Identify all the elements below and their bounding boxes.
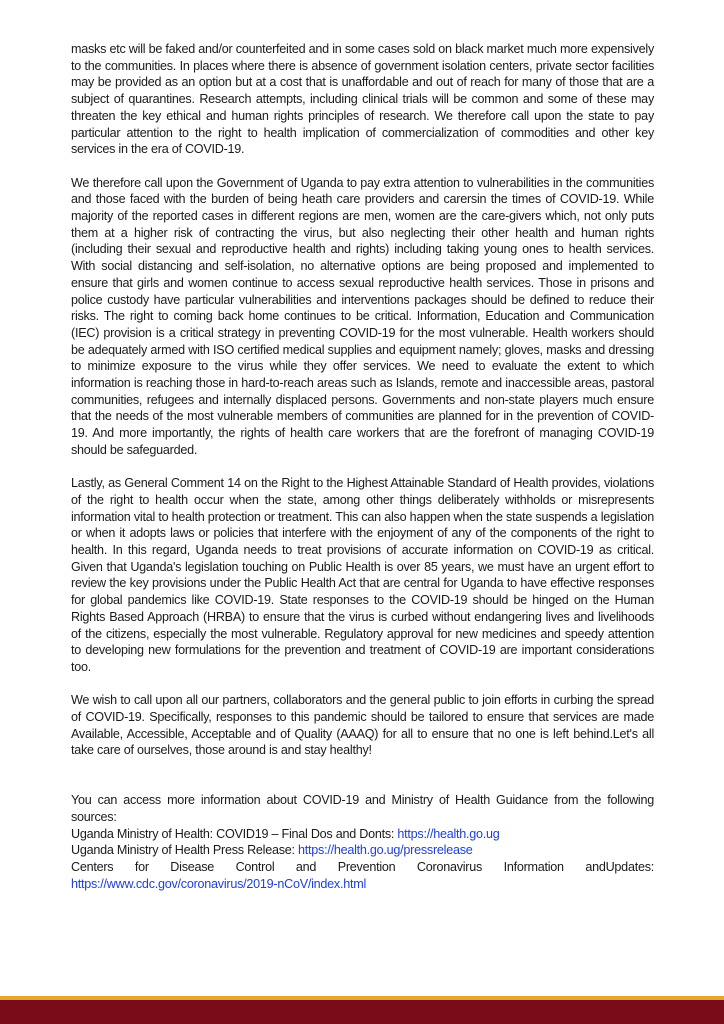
source-link-cdc[interactable]: https://www.cdc.gov/coronavirus/2019-nCoV/index.html [71, 876, 366, 891]
paragraph-commercialization: masks etc will be faked and/or counterfeited and in some cases sold on black market much more expensively to the communities. In places where there is absence of government isolation centers, private sector facilities may be provided as an option but at a cost that is unaffordable and out of reach for many of those that are a subject of quarantines. Research attempts, including clinical trials will be common and some of these may threaten the key ethical and human rights principles of research. We therefore call upon the state to pay particular attention to the right to health implication of commercialization of commodities and other key services in the era of COVID-19. [71, 42, 654, 157]
document-body [71, 41, 654, 892]
paragraph-general-comment-14: Lastly, as General Comment 14 on the Right to the Highest Attainable Standard of Health provides, violations of the right to health occur when the state, among other things deliberately withholds or misrepresents information vital to health protection or treatment. This can also happen when the state suspends a legislation or when it adopts laws or policies that interfere with the enjoyment of any of the components of the right to health. In this regard, Uganda needs to treat provisions of accurate information on COVID-19 as critical. Given that Uganda's legislation touching on Public Health is over 85 years, we must have an urgent effort to review the key provisions under the Public Health Act that are central for Uganda to have effective responses for global pandemics like COVID-19. State responses to the COVID-19 should be hinged on the Human Rights Based Approach (HRBA) to ensure that the virus is curbed without endangering lives and livelihoods of the citizens, especially the most vulnerable. Regulatory approval for new medicines and speedy attention to developing new formulations for the prevention and treatment of COVID-19 are important considerations too. [71, 476, 654, 674]
footer-band [0, 1000, 724, 1024]
sources-section [71, 792, 654, 892]
paragraph-call-to-action: We wish to call upon all our partners, collaborators and the general public to join efforts in curbing the spread of COVID-19. Specifically, responses to this pandemic should be tailored to ensure that services are made Available, Accessible, Acceptable and of Quality (AAAQ) for all to ensure that no one is left behind.Let's all take care of ourselves, those around is and stay healthy! [71, 693, 654, 758]
paragraph-vulnerabilities: We therefore call upon the Government of Uganda to pay extra attention to vulnerabilities in the communities and those faced with the burden of being heath care providers and carersin the times of COVID-19. While majority of the reported cases in different regions are men, women are the care-givers which, not only puts them at a higher risk of contracting the virus, but also neglecting their other health and human rights (including their sexual and reproductive health and rights) including taking young ones to health services. With social distancing and self-isolation, no alternative options are being proposed and implemented to ensure that girls and women continue to access sexual reproductive health services. Those in prisons and police custody have particular vulnerabilities and interventions packages should be defined to reduce their risks. The right to coming back home continues to be critical. Information, Education and Communication (IEC) provision is a critical strategy in preventing COVID-19 for the most vulnerable. Health workers should be adequately armed with ISO certified medical supplies and equipment namely; gloves, masks and dressing to minimize exposure to the virus while they offer services. We need to evaluate the extent to which information is reaching those in hard-to-reach areas such as Islands, remote and inaccessible areas, pastoral communities, refugees and internally displaced persons. Governments and non-state players much ensure that the needs of the most vulnerable members of communities are planned for in the prevention of COVID-19. And more importantly, the rights of health care workers that are the forefront of managing COVID-19 should be safeguarded. [71, 175, 654, 457]
source-item-moh-press-release [71, 842, 654, 859]
source-label: Uganda Ministry of Health Press Release: [71, 843, 299, 858]
sources-intro: You can access more information about COVID-19 and Ministry of Health Guidance from the following sources: [71, 793, 654, 824]
source-label: Uganda Ministry of Health: COVID19 – Final Dos and Donts: [71, 826, 398, 841]
source-link-press-release[interactable]: https://health.go.ug/pressrelease [298, 843, 473, 858]
source-item-cdc [71, 859, 654, 892]
source-label: Centers for Disease Control and Prevention Coronavirus Information andUpdates: [71, 860, 654, 874]
source-item-moh-dos-donts [71, 826, 654, 843]
source-link-health-go-ug[interactable]: https://health.go.ug [397, 826, 500, 841]
